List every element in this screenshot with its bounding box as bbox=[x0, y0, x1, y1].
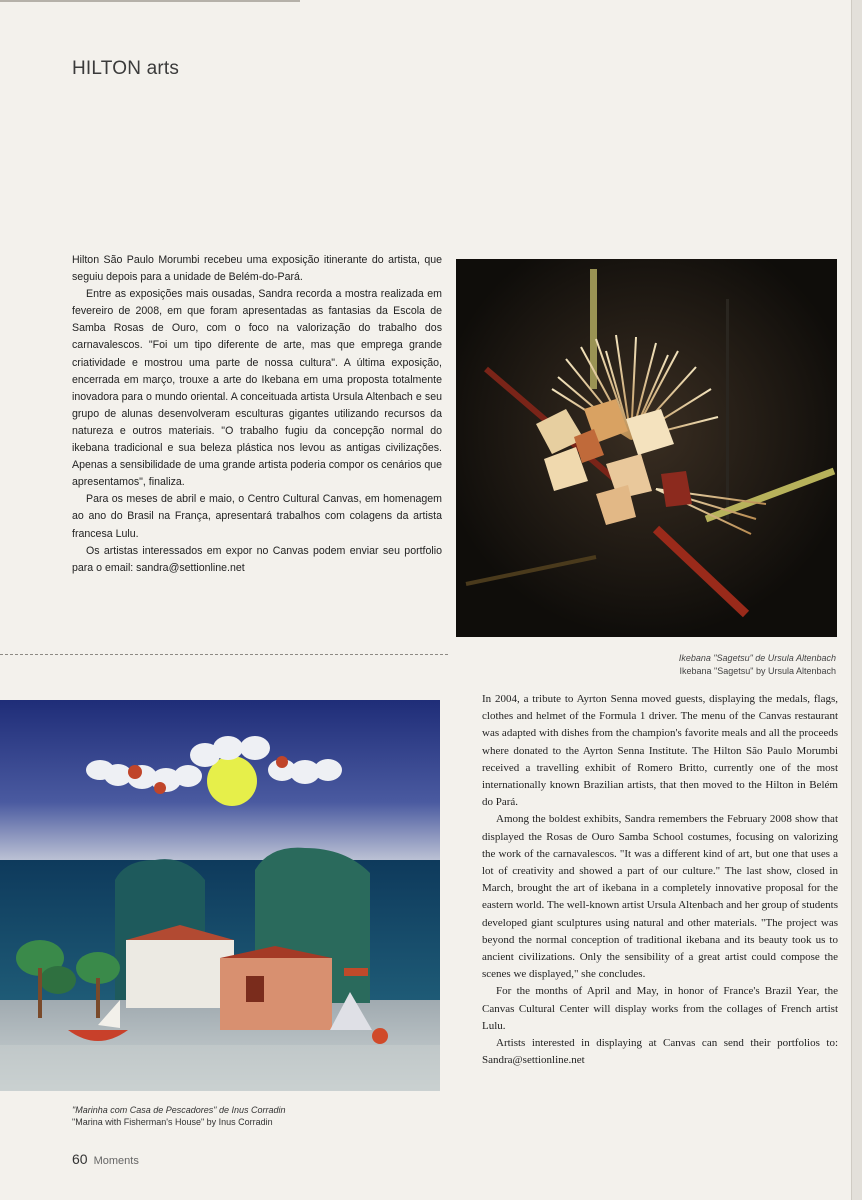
portuguese-article bbox=[72, 252, 442, 577]
painting-caption-en: "Marina with Fisherman's House" by Inus Corradin bbox=[72, 1117, 273, 1127]
ikebana-photo bbox=[456, 259, 837, 637]
page-footer bbox=[72, 1151, 139, 1167]
painting-caption-pt: "Marinha com Casa de Pescadores" de Inus Corradin bbox=[72, 1105, 286, 1115]
page-number: 60 bbox=[72, 1151, 88, 1167]
pt-paragraph-4: Os artistas interessados em expor no Canvas podem enviar seu portfolio para o email: sandra@settionline.net bbox=[72, 544, 442, 574]
en-paragraph-2: Among the boldest exhibits, Sandra remembers the February 2008 show that displayed the Rosas de Ouro Samba School costumes, focusing on valorizing the work of the carnavalescos. "It was a different kind of art, but one that uses a lot of creativity and showed a part of our culture." The last show, closed in March, brought the art of ikebana in a completely innovative proposal for the eastern world. The well-known artist Ursula Altenbach and her group of students developed giant sculptures using natural and other materials. "The project was beyond the normal conception of traditional ikebana and its beauty took us to ancient civilizations. Only the sensibility of a great artist could compose the scenes we displayed," she concludes. bbox=[482, 813, 838, 981]
en-paragraph-3: For the months of April and May, in honor of France's Brazil Year, the Canvas Cultural Center will display works from the collages of French artist Lulu. bbox=[482, 985, 838, 1032]
divider-rule bbox=[0, 654, 448, 655]
magazine-brand: Moments bbox=[93, 1155, 139, 1167]
en-paragraph-4: Artists interested in displaying at Canvas can send their portfolios to: Sandra@settionline.net bbox=[482, 1037, 838, 1067]
pt-paragraph-1: Hilton São Paulo Morumbi recebeu uma exposição itinerante do artista, que seguiu depois para a unidade de Belém-do-Pará. bbox=[72, 254, 442, 284]
page-edge bbox=[851, 0, 862, 1200]
english-article bbox=[482, 691, 838, 1069]
painting-caption bbox=[72, 1104, 286, 1128]
pt-paragraph-2: Entre as exposições mais ousadas, Sandra recorda a mostra realizada em fevereiro de 2008, em que foram apresentadas as fantasias da Escola de Samba Rosas de Ouro, com o foco na valorização do trabalho dos carnavalescos. "Foi um tipo diferente de arte, mas que emprega grande criatividade e mostrou uma parte de nossa cultura". A última exposição, encerrada em março, trouxe a arte do Ikebana em uma proposta totalmente inovadora para o mundo oriental. A conceituada artista Ursula Altenbach e seu grupo de alunas desenvolveram esculturas gigantes utilizando recursos da natureza e outros materiais. "O trabalho fugiu da concepção normal do ikebana tradicional e sua beleza plástica nos levou as antigas civilizações. Apenas a sensibilidade de uma grande artista poderia compor os cenários que apresentamos", finaliza. bbox=[72, 288, 442, 489]
ikebana-caption-en: Ikebana "Sagetsu" by Ursula Altenbach bbox=[679, 666, 836, 676]
en-paragraph-1: In 2004, a tribute to Ayrton Senna moved guests, displaying the medals, flags, clothes and helmet of the Formula 1 driver. The menu of the Canvas restaurant was adapted with dishes from the champion's favorite meals and all the proceeds where donated to the Ayrton Senna Institute. The Hilton São Paulo Morumbi received a travelling exhibit of Romero Britto, currently one of the most internationally known Brazilian artists, that then moved to the Hilton in Belém do Pará. bbox=[482, 693, 838, 809]
section-title: HILTON arts bbox=[72, 58, 180, 79]
ikebana-caption bbox=[679, 652, 836, 678]
top-rule bbox=[0, 0, 300, 2]
marina-painting bbox=[0, 700, 440, 1091]
pt-paragraph-3: Para os meses de abril e maio, o Centro Cultural Canvas, em homenagem ao ano do Brasil na França, apresentará trabalhos com colagens da artista francesa Lulu. bbox=[72, 493, 442, 540]
ikebana-caption-pt: Ikebana "Sagetsu" de Ursula Altenbach bbox=[678, 653, 836, 663]
